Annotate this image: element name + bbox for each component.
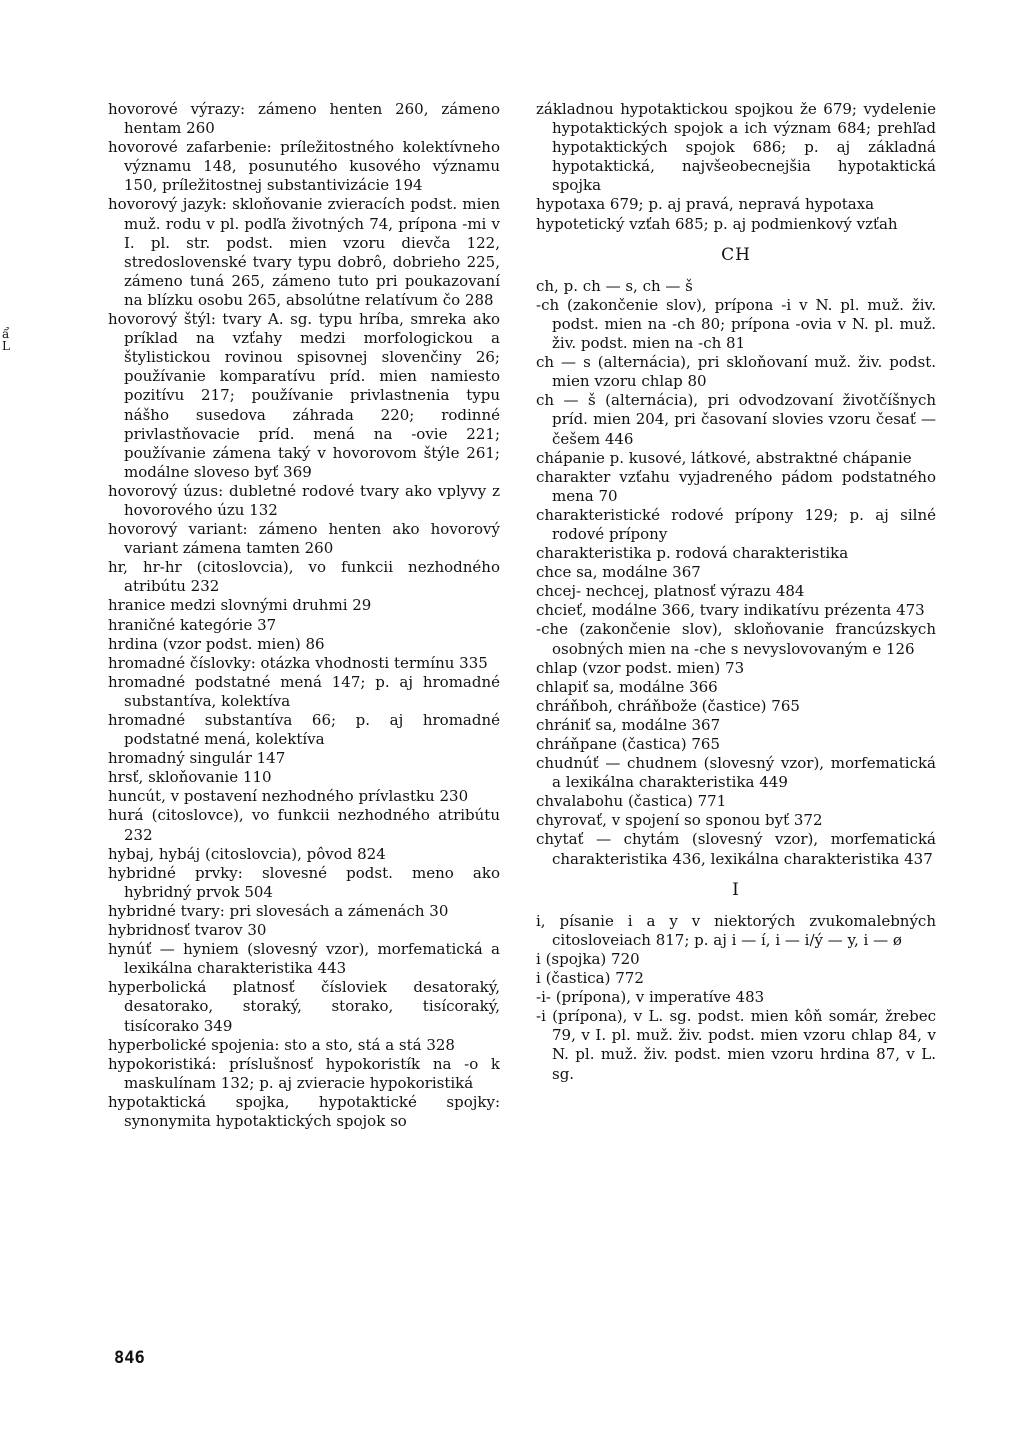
index-entry: hypotaktická spojka, hypotaktické spojky: synonymita hypotaktických spojok so: [108, 1092, 500, 1130]
left-column: [108, 100, 500, 1131]
index-entry: hybridné prvky: slovesné podst. meno ako hybridný prvok 504: [108, 863, 500, 901]
section-heading-i: I: [732, 879, 740, 900]
index-entry: hybaj, hybáj (citoslovcia), pôvod 824: [108, 844, 386, 863]
index-entry: chyrovať, v spojení so sponou byť 372: [536, 811, 823, 830]
index-entry: -che (zakončenie slov), skloňovanie francúzskych osobných mien na -che s nevyslovovaným e 126: [536, 620, 936, 658]
index-entry: hynúť — hyniem (slovesný vzor), morfematická a lexikálna charakteristika 443: [108, 940, 500, 978]
index-entry: hyperbolické spojenia: sto a sto, stá a stá 328: [108, 1035, 455, 1054]
index-entry: i, písanie i a y v niektorých zvukomalebných citosloveiach 817; p. aj i — í, i — i/ý — y, i — ø: [536, 911, 936, 949]
index-entry: chcej- nechcej, platnosť výrazu 484: [536, 582, 805, 601]
index-entry: chlap (vzor podst. mien) 73: [536, 658, 745, 677]
index-entry: chápanie p. kusové, látkové, abstraktné chápanie: [536, 448, 912, 467]
index-entry: chráňpane (častica) 765: [536, 735, 720, 753]
index-entry: chudnúť — chudnem (slovesný vzor), morfematická a lexikálna charakteristika 449: [536, 754, 936, 792]
index-entry: hromadné substantíva 66; p. aj hromadné podstatné mená, kolektíva: [108, 711, 500, 749]
index-entry: chvalabohu (častica) 771: [536, 792, 727, 811]
page-number: 846: [114, 1348, 145, 1368]
index-entry: chce sa, modálne 367: [536, 563, 701, 582]
index-entry: i (spojka) 720: [536, 949, 640, 968]
index-entry: hypokoristiká: príslušnosť hypokoristík na -o k maskulínam 132; p. aj zvieracie hypokoristiká: [108, 1054, 500, 1092]
index-entry: huncút, v postavení nezhodného prívlastku 230: [108, 787, 469, 806]
index-entry: charakter vzťahu vyjadreného pádom podstatného mena 70: [536, 467, 936, 505]
index-entry: chytať — chytám (slovesný vzor), morfematická charakteristika 436, lexikálna charakteristika 437: [536, 830, 936, 868]
index-entry: ch — s (alternácia), pri skloňovaní muž. živ. podst. mien vzoru chlap 80: [536, 353, 936, 391]
index-entry: hyperbolická platnosť čísloviek desatoraký, desatorako, storaký, storako, tisícoraký, tisícorako 349: [108, 978, 500, 1035]
section-heading-ch: CH: [721, 244, 751, 265]
index-entry: -i (prípona), v L. sg. podst. mien kôň somár, žrebec 79, v I. pl. muž. živ. podst. mien vzoru chlap 84, v N. pl. muž. živ. podst. mien vzoru hrdina 87, v L. sg.: [536, 1007, 936, 1083]
index-entry: chrániť sa, modálne 367: [536, 715, 721, 734]
index-entry: hromadný singulár 147: [108, 749, 286, 768]
index-entry: chráňboh, chráňbože (častice) 765: [536, 696, 800, 715]
index-entry: hypotaxa 679; p. aj pravá, nepravá hypotaxa: [536, 195, 875, 214]
index-entry: základnou hypotaktickou spojkou že 679; vydelenie hypotaktických spojok a ich význam 684; prehľad hypotaktických spojok 686; p. aj základná hypotaktická, najvšeobecnejšia hypotaktická spojka: [536, 100, 936, 195]
index-entry: -i- (prípona), v imperatíve 483: [536, 988, 765, 1007]
index-entry: hovorový jazyk: skloňovanie zvieracích podst. mien muž. rodu v pl. podľa životných 74, prípona -mi v I. pl. str. podst. mien vzoru dievča 122, stredoslovenské tvary typu dobrô, dobrieho 225, zámeno tuná 265, zámeno tuto pri poukazovaní na blízku osobu 265, absolútne relatívum čo 288: [108, 195, 500, 309]
index-entry: hromadné číslovky: otázka vhodnosti termínu 335: [108, 653, 488, 672]
index-entry: ch — š (alternácia), pri odvodzovaní životčíšnych príd. mien 204, pri časovaní slovies vzoru česať — češem 446: [536, 391, 936, 448]
index-entry: hranice medzi slovnými druhmi 29: [108, 596, 372, 615]
index-entry: hovorový variant: zámeno henten ako hovorový variant zámena tamten 260: [108, 520, 500, 558]
index-entry: hraničné kategórie 37: [108, 615, 277, 634]
index-entry: hypotetický vzťah 685; p. aj podmienkový vzťah: [536, 214, 898, 233]
index-entry: hybridnosť tvarov 30: [108, 921, 267, 940]
index-entry: charakteristika p. rodová charakteristika: [536, 544, 849, 563]
index-entry: i (častica) 772: [536, 969, 644, 988]
index-entry: hr, hr-hr (citoslovcia), vo funkcii nezhodného atribútu 232: [108, 558, 500, 596]
index-entry: hovorový úzus: dubletné rodové tvary ako vplyvy z hovorového úzu 132: [108, 481, 500, 519]
index-entry: hybridné tvary: pri slovesách a zámenách 30: [108, 901, 449, 920]
right-column: [536, 100, 936, 1084]
index-entry: charakteristické rodové prípony 129; p. aj silné rodové prípony: [536, 505, 936, 543]
index-entry: hromadné podstatné mená 147; p. aj hromadné substantíva, kolektíva: [108, 672, 500, 710]
index-entry: hrsť, skloňovanie 110: [108, 768, 272, 787]
index-entry: -ch (zakončenie slov), prípona -i v N. pl. muž. živ. podst. mien na -ch 80; prípona -ovia v N. pl. muž. živ. podst. mien na -ch 81: [536, 295, 936, 353]
index-entry: chlapiť sa, modálne 366: [536, 677, 718, 696]
index-entry: hovorové výrazy: zámeno henten 260, zámeno hentam 260: [108, 100, 500, 138]
index-entry: hovorové zafarbenie: príležitostného kolektívneho významu 148, posunutého kusového významu 150, príležitostnej substantivizácie 194: [108, 138, 500, 195]
index-entry: ch, p. ch — s, ch — š: [536, 276, 693, 295]
index-entry: hurá (citoslovce), vo funkcii nezhodného atribútu 232: [108, 806, 500, 844]
margin-mark: ẩ L: [2, 327, 10, 353]
index-entry: hovorový štýl: tvary A. sg. typu hríba, smreka ako príklad na vzťahy medzi morfologickou a štylistickou rovinou spisovnej slovenčiny 26; používanie komparatívu príd. mien namiesto pozitívu 217; používanie privlastnenia typu nášho susedova záhrada 220; rodinné privlastňovacie príd. mená na -ovie 221; používanie zámena taký v hovorovom štýle 261; modálne sloveso byť 369: [108, 310, 500, 481]
index-entry: hrdina (vzor podst. mien) 86: [108, 634, 325, 653]
index-entry: chcieť, modálne 366, tvary indikatívu prézenta 473: [536, 601, 925, 620]
